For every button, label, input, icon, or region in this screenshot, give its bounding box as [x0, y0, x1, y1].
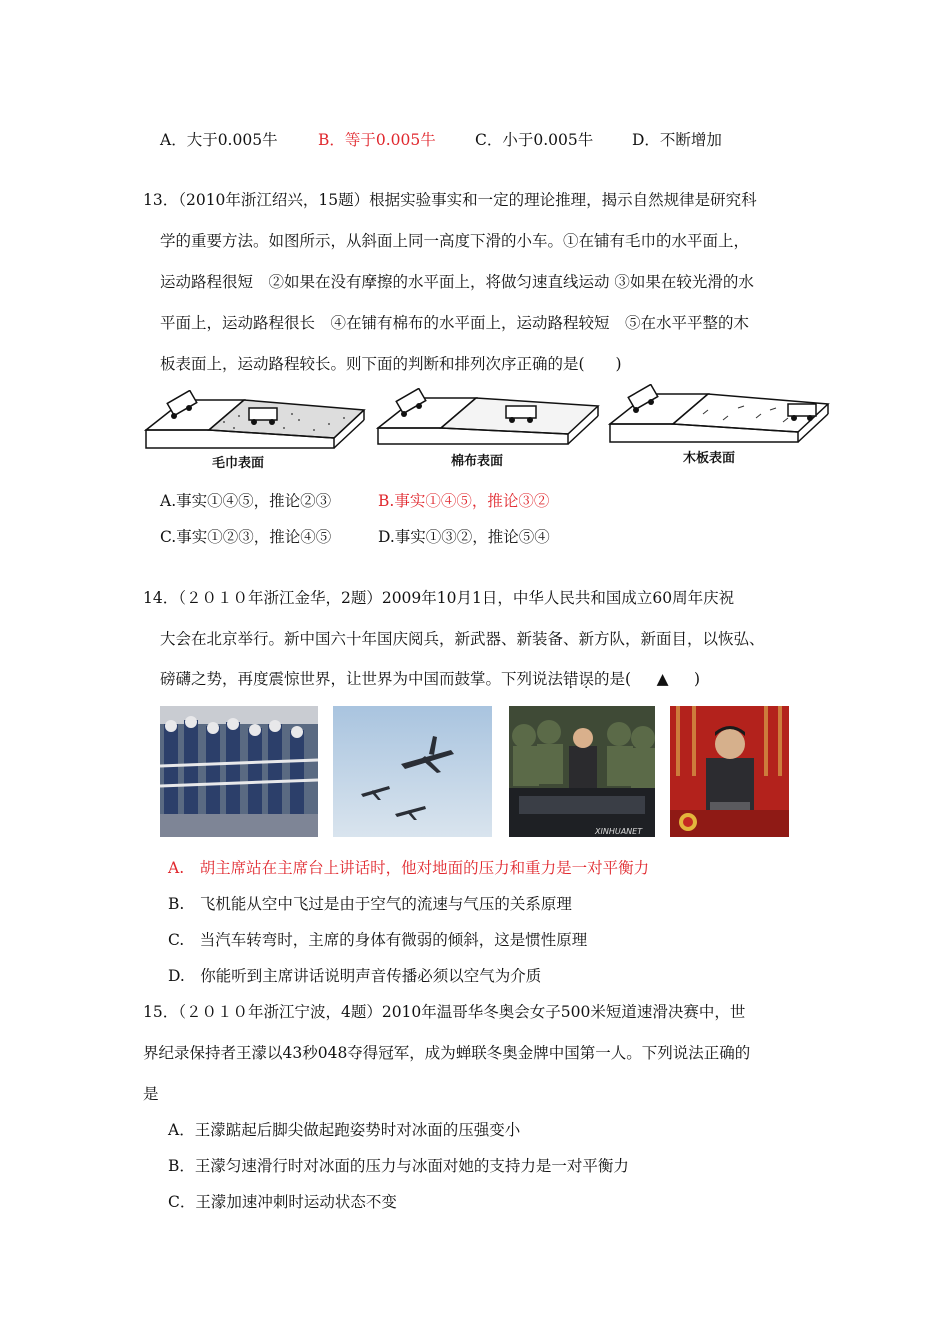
- q15-stem-line-1: 15．（２０１０年浙江宁波，4题）2010年温哥华冬奥会女子500米短道速滑决赛中，世: [143, 1003, 746, 1021]
- q13-stem-line-5: 板表面上，运动路程较长。则下面的判断和排列次序正确的是( ): [160, 355, 622, 373]
- q14-option-c: C. 当汽车转弯时，主席的身体有微弱的倾斜，这是惯性原理: [168, 931, 588, 949]
- q15-option-c: C．王濛加速冲刺时运动状态不变: [168, 1193, 397, 1211]
- q14-option-b: B. 飞机能从空中飞过是由于空气的流速与气压的关系原理: [168, 895, 572, 913]
- q15-stem-line-3: 是: [143, 1085, 159, 1103]
- q13-stem-line-1: 13．（2010年浙江绍兴，15题）根据实验事实和一定的理论推理，揭示自然规律是研究科: [143, 191, 757, 209]
- emphasis-char-2: 误: [578, 670, 595, 688]
- photo-speaker-rostrum: [670, 706, 789, 837]
- q12-option-a: A．大于0.005牛: [160, 131, 278, 149]
- q15-option-b: B．王濛匀速滑行时对冰面的压力与冰面对她的支持力是一对平衡力: [168, 1157, 629, 1175]
- q12-option-d: D．不断增加: [632, 131, 722, 149]
- photo-watermark: XINHUANET: [595, 827, 643, 836]
- figure-label-wood: 木板表面: [683, 451, 736, 466]
- q13-option-c: C.事实①②③，推论④⑤: [160, 528, 332, 546]
- q12-option-c: C．小于0.005牛: [475, 131, 594, 149]
- q14-stem-line-2: 大会在北京举行。新中国六十年国庆阅兵，新武器、新装备、新方队，新面目，以恢弘、: [160, 630, 765, 648]
- q13-option-b: B.事实①④⑤，推论③②: [378, 492, 550, 510]
- q13-stem-line-3: 运动路程很短 ②如果在没有摩擦的水平面上，将做匀速直线运动 ③如果在较光滑的水: [160, 273, 754, 291]
- q14-stem-line-1: 14．（２０１０年浙江金华，2题）2009年10月1日，中华人民共和国成立60周年庆祝: [143, 589, 735, 607]
- answer-blank-triangle: ▲: [656, 670, 669, 688]
- q12-option-b: B．等于0.005牛: [318, 131, 436, 149]
- emphasis-char-1: 错: [563, 670, 579, 688]
- q13-stem-line-4: 平面上，运动路程很长 ④在铺有棉布的水平面上，运动路程较短 ⑤在水平平整的木: [160, 314, 750, 332]
- photo-aircraft-formation: [333, 706, 492, 837]
- q14-option-a: A. 胡主席站在主席台上讲话时，他对地面的压力和重力是一对平衡力: [168, 859, 650, 877]
- q13-stem-line-2: 学的重要方法。如图所示，从斜面上同一高度下滑的小车。①在铺有毛巾的水平面上，: [160, 232, 750, 250]
- photo-review-vehicle: [509, 706, 655, 837]
- q15-stem-line-2: 界纪录保持者王濛以43秒048夺得冠军，成为蝉联冬奥金牌中国第一人。下列说法正确的: [143, 1044, 751, 1062]
- q14-stem-line-3: 磅礴之势，再度震惊世界，让世界为中国而鼓掌。下列说法错误的是( ▲ ): [160, 670, 701, 688]
- photo-marching-soldiers: [160, 706, 318, 837]
- q13-option-a: A.事实①④⑤，推论②③: [160, 492, 332, 510]
- q15-option-a: A．王濛踮起后脚尖做起跑姿势时对冰面的压强变小: [168, 1121, 521, 1139]
- q14-option-d: D. 你能听到主席讲话说明声音传播必须以空气为介质: [168, 967, 542, 985]
- figure-label-cotton: 棉布表面: [451, 454, 504, 469]
- figure-label-towel: 毛巾表面: [212, 456, 265, 471]
- q13-option-d: D.事实①③②，推论⑤④: [378, 528, 550, 546]
